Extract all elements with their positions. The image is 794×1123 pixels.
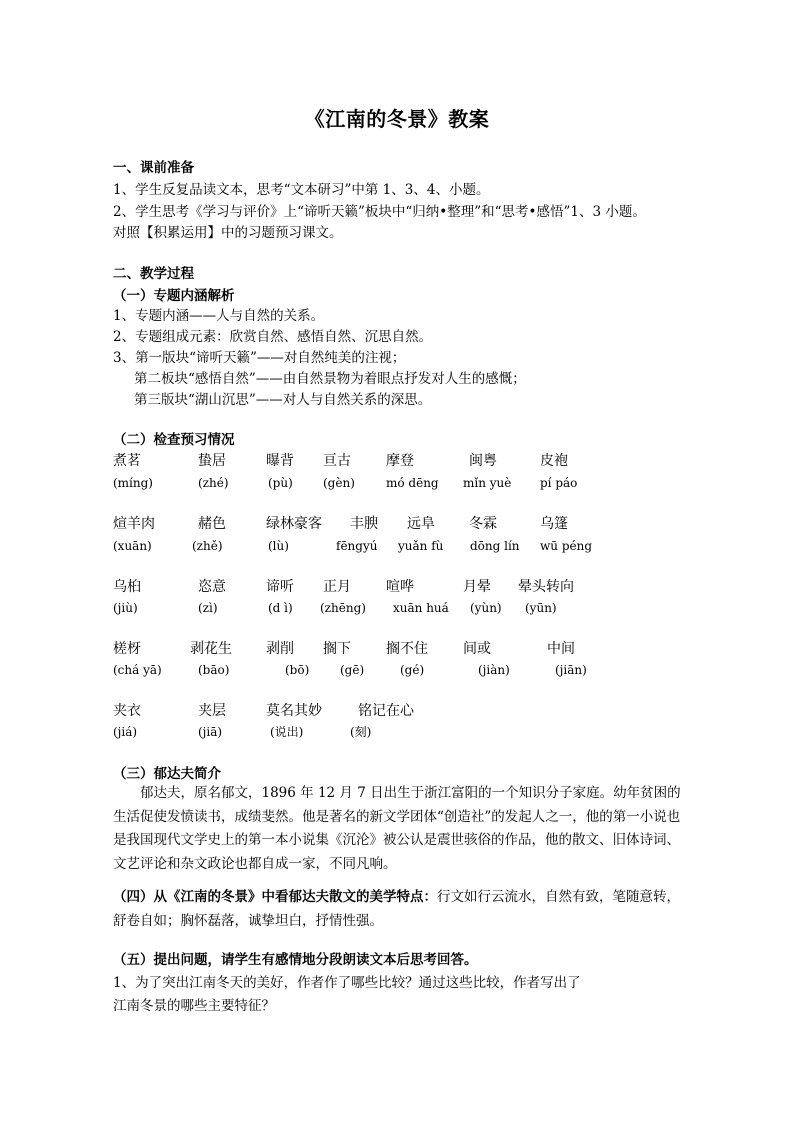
sub4-paragraph <box>113 886 688 933</box>
vocab-pinyin: xuān huá <box>393 601 449 615</box>
vocab-pinyin: yuǎn fù <box>398 539 444 553</box>
vocab-row <box>0 577 794 597</box>
vocab-word: 乌篷 <box>540 516 568 532</box>
vocab-word: 冬霖 <box>469 516 497 532</box>
vocab-word: 铭记在心 <box>358 703 414 719</box>
vocab-pinyin: (jiá) <box>113 725 138 739</box>
vocab-word: 煊羊肉 <box>113 516 155 532</box>
vocab-pinyin: (d ì) <box>268 601 293 615</box>
vocab-pinyin: (说出) <box>270 725 304 739</box>
vocab-word: 月晕 <box>463 579 491 595</box>
vocab-row <box>0 514 794 534</box>
vocab-pinyin: (yūn) <box>525 601 557 615</box>
sub4-lead: （四）从《江南的冬景》中看郁达夫散文的美学特点： <box>113 889 437 905</box>
sub5-heading: （五）提出问题，请学生有感情地分段朗读文本后思考回答。 <box>113 952 478 968</box>
vocab-pinyin: (bō) <box>285 663 310 677</box>
vocab-pinyin: mó dēng <box>386 476 439 490</box>
vocab-word: 间或 <box>463 641 491 657</box>
section1-line-1: 1、学生反复品读文本，思考“文本研习”中第 1、3、4、小题。 <box>113 182 490 198</box>
vocab-word: 丰腴 <box>350 516 378 532</box>
vocab-row <box>0 639 794 659</box>
vocab-word: 剥削 <box>266 641 294 657</box>
sub1-heading: （一）专题内涵解析 <box>113 288 235 304</box>
section1-line-2: 2、学生思考《学习与评价》上“谛听天籁”板块中“归纳•整理”和“思考•感悟”1、3 小题。 <box>113 204 646 220</box>
vocab-pinyin: (zhě) <box>192 539 223 553</box>
pinyin-row <box>0 537 794 557</box>
pinyin-row <box>0 599 794 619</box>
vocab-pinyin: (chá yā) <box>113 663 162 677</box>
vocab-pinyin: (gē) <box>340 663 365 677</box>
vocab-word: 绿林豪客 <box>266 516 322 532</box>
vocab-word: 夹衣 <box>113 703 141 719</box>
vocab-word: 谛听 <box>266 579 294 595</box>
pinyin-row <box>0 723 794 743</box>
vocab-pinyin: (gé) <box>400 663 425 677</box>
sub1-line-3: 3、第一版块“谛听天籁”——对自然纯美的注视； <box>113 350 406 366</box>
vocab-word: 槎枒 <box>113 641 141 657</box>
document-title: 《江南的冬景》教案 <box>304 107 490 131</box>
vocab-row <box>0 451 794 471</box>
vocab-pinyin: (jiù) <box>113 601 138 615</box>
vocab-word: 搁下 <box>323 641 351 657</box>
sub5-line-2: 江南冬景的哪些主要特征？ <box>113 998 275 1014</box>
sub5-line-1: 1、为了突出江南冬天的美好，作者作了哪些比较？通过这些比较，作者写出了 <box>113 975 581 991</box>
vocab-pinyin: (pù) <box>268 476 293 490</box>
vocab-word: 剥花生 <box>190 641 232 657</box>
vocab-pinyin: (lù) <box>268 539 289 553</box>
vocab-pinyin: fēngyú <box>336 539 378 553</box>
sub3-heading: （三）郁达夫简介 <box>113 766 221 782</box>
vocab-word: 摩登 <box>386 453 414 469</box>
vocab-pinyin: (zì) <box>198 601 218 615</box>
vocab-word: 搁不住 <box>386 641 428 657</box>
vocab-word: 夹层 <box>198 703 226 719</box>
sub4-text: 行文如行云流水，自然有致，笔随意转，舒卷自如；胸怀磊落，诚挚坦白，抒情性强。 <box>113 889 680 929</box>
vocab-pinyin: (míng) <box>113 476 153 490</box>
sub1-line-2: 2、专题组成元素：欣赏自然、感悟自然、沉思自然。 <box>113 329 433 345</box>
sub1-line-5: 第三版块“湖山沉思”——对人与自然关系的深思。 <box>134 392 432 408</box>
section2-heading: 二、教学过程 <box>113 266 194 282</box>
vocab-word: 乌桕 <box>113 579 141 595</box>
vocab-pinyin: (jiàn) <box>478 663 510 677</box>
vocab-word: 中间 <box>547 641 575 657</box>
vocab-word: 莫名其妙 <box>266 703 322 719</box>
vocab-word: 亘古 <box>323 453 351 469</box>
vocab-word: 皮袍 <box>540 453 568 469</box>
vocab-pinyin: dōng lín <box>470 539 520 553</box>
vocab-pinyin: wū péng <box>540 539 593 553</box>
vocab-word: 晕头转向 <box>518 579 574 595</box>
vocab-pinyin: (zhēng) <box>320 601 366 615</box>
sub1-line-1: 1、专题内涵——人与自然的关系。 <box>113 308 325 324</box>
vocab-word: 蛰居 <box>198 453 226 469</box>
vocab-word: 曝背 <box>266 453 294 469</box>
vocab-word: 正月 <box>323 579 351 595</box>
sub1-line-4: 第二板块“感悟自然”——由自然景物为着眼点抒发对人生的感慨； <box>134 371 526 387</box>
vocab-word: 闽粤 <box>469 453 497 469</box>
vocab-pinyin: (jiā) <box>198 725 223 739</box>
pinyin-row <box>0 661 794 681</box>
vocab-pinyin: (xuān) <box>113 539 152 553</box>
vocab-word: 喧哗 <box>386 579 414 595</box>
vocab-pinyin: (jiān) <box>555 663 587 677</box>
pinyin-row <box>0 474 794 494</box>
section1-heading: 一、课前准备 <box>113 160 194 176</box>
sub3-paragraph: 郁达夫，原名郁文，1896 年 12 月 7 日出生于浙江富阳的一个知识分子家庭。幼年贫困的生活促使发愤读书，成绩斐然。他是著名的新文学团体“创造社”的发起人之一，他的第一小说也是我国现代文学史上的第一本小说集《沉沦》被公认是震世骇俗的作品，他的散文、旧体诗词、文艺评论和杂文政论也都自成一家，不同凡响。 <box>113 785 681 872</box>
vocab-pinyin: (刻) <box>350 725 372 739</box>
vocab-pinyin: (gèn) <box>323 476 355 490</box>
vocab-word: 赭色 <box>198 516 226 532</box>
sub2-heading: （二）检查预习情况 <box>113 432 235 448</box>
vocab-pinyin: pí páo <box>540 476 578 490</box>
section1-line-3: 对照【积累运用】中的习题预习课文。 <box>113 225 343 241</box>
vocab-word: 煮茗 <box>113 453 141 469</box>
vocab-pinyin: mǐn yuè <box>463 476 512 490</box>
vocab-row <box>0 701 794 721</box>
vocab-pinyin: (bāo) <box>198 663 230 677</box>
vocab-pinyin: (yùn) <box>470 601 502 615</box>
vocab-word: 远阜 <box>407 516 435 532</box>
vocab-pinyin: (zhé) <box>198 476 229 490</box>
vocab-word: 恣意 <box>198 579 226 595</box>
